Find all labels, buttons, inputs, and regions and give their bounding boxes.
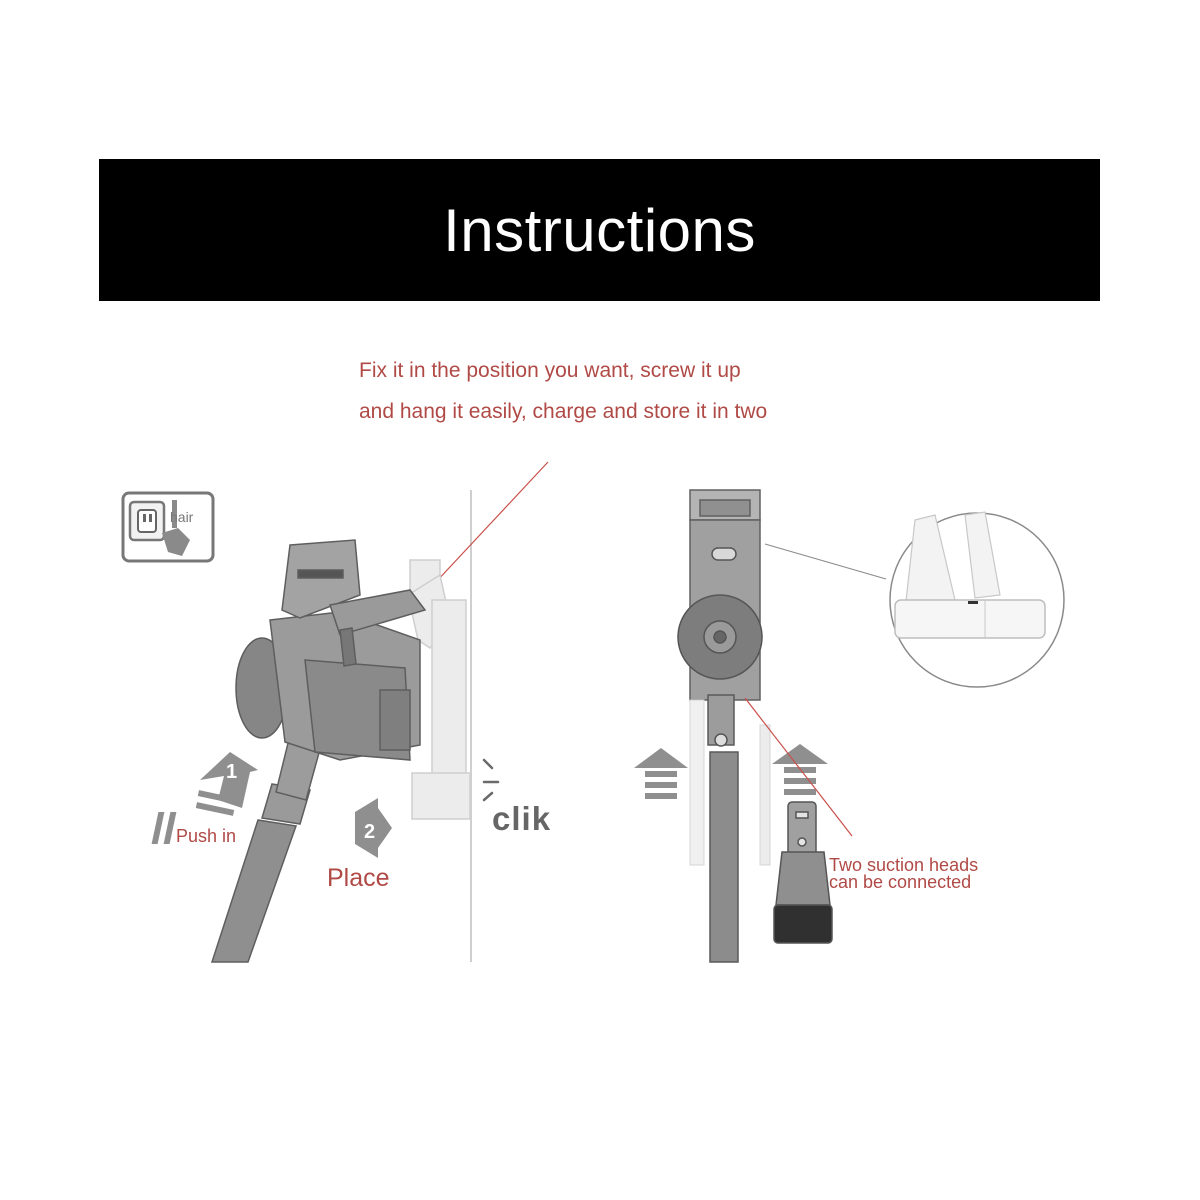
place-label: Place [327,864,390,892]
zoom-detail-circle [890,512,1064,687]
suction-heads-line-2: can be connected [829,872,972,892]
suction-head-icon [774,802,832,943]
step-2-number: 2 [364,821,376,843]
page-title: Instructions [443,196,756,264]
push-in-label: Push in [176,826,237,846]
click-sound-icon [484,760,498,800]
suction-heads-line-1: Two suction heads [829,855,979,875]
step-1-number: 1 [226,761,238,783]
up-arrow-left [634,748,688,799]
vacuum-left [212,540,425,962]
plug-icon-label: hair [170,509,194,525]
click-label: clik [492,800,552,837]
suction-heads-label [829,857,978,891]
plug-icon [123,493,213,561]
caption-line-1: Fix it in the position you want, screw it up [359,359,741,382]
wand-right [708,695,738,962]
caption-line-2: and hang it easily, charge and store it in two [359,400,768,423]
pointer-line-left [435,462,548,583]
cyclone-icon [678,595,762,679]
side-bracket [760,725,770,865]
pointer-line-zoom [765,544,886,579]
